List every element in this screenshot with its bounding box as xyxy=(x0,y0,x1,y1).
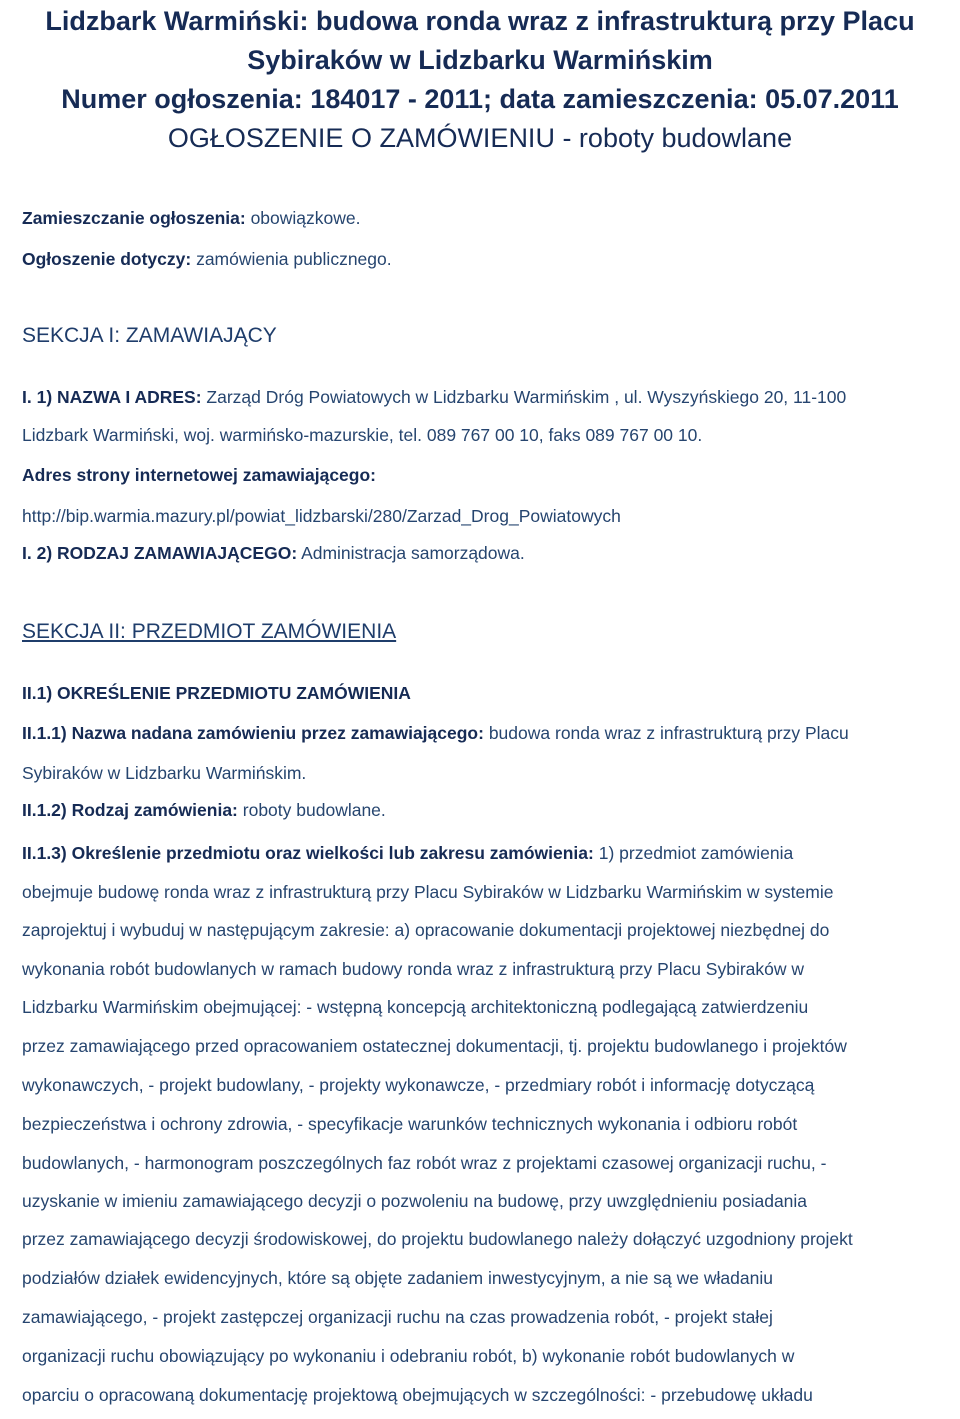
item-3-line: podziałów działek ewidencyjnych, które są objęte zadaniem inwestycyjnym, a nie są we władaniu xyxy=(22,1268,773,1288)
document-body xyxy=(22,0,954,1419)
placement-row xyxy=(22,208,360,229)
website-link[interactable]: http://bip.warmia.mazury.pl/powiat_lidzbarski/280/Zarzad_Drog_Powiatowych xyxy=(22,506,621,526)
section-2-subtitle-text: II.1) OKREŚLENIE PRZEDMIOTU ZAMÓWIENIA xyxy=(22,683,411,703)
item-3-value: 1) przedmiot zamówienia xyxy=(598,843,794,863)
item-3-line: bezpieczeństwa i ochrony zdrowia, - specyfikacje warunków technicznych wykonania i odbioru robót xyxy=(22,1114,798,1134)
section-1-title: SEKCJA I: ZAMAWIAJĄCY xyxy=(22,324,277,347)
item-3-line: przez zamawiającego przed opracowaniem ostatecznej dokumentacji, tj. projektu budowlanego i projektów xyxy=(22,1036,847,1056)
item-3-line: zamawiającego, - projekt zastępczej organizacji ruchu na czas prowadzenia robót, - projekt stałej xyxy=(22,1307,773,1327)
website-label-text: Adres strony internetowej zamawiającego: xyxy=(22,465,376,485)
concerns-row xyxy=(22,249,392,270)
website-label xyxy=(22,465,376,486)
title-line-1: Lidzbark Warmiński: budowa ronda wraz z infrastrukturą przy Placu xyxy=(45,6,915,36)
item-3-line: wykonania robót budowlanych w ramach budowy ronda wraz z infrastrukturą przy Placu Sybiraków w xyxy=(22,959,805,979)
contracting-type-row xyxy=(22,543,525,564)
item-1-row xyxy=(22,723,849,744)
placement-label: Zamieszczanie ogłoszenia: xyxy=(22,208,246,228)
item-3-line: organizacji ruchu obowiązujący po wykonaniu i odebraniu robót, b) wykonanie robót budowlanych w xyxy=(22,1346,795,1366)
name-address-value: Zarząd Dróg Powiatowych w Lidzbarku Warmińskim , ul. Wyszyńskiego 20, 11-100 xyxy=(206,387,847,407)
item-3-line: uzyskanie w imieniu zamawiającego decyzji o pozwoleniu na budowę, przy uwzględnieniu posiadania xyxy=(22,1191,808,1211)
placement-value: obowiązkowe. xyxy=(250,208,361,228)
item-1-label: II.1.1) Nazwa nadana zamówieniu przez zamawiającego: xyxy=(22,723,484,743)
item-3-line: Lidzbarku Warmińskim obejmującej: - wstępną koncepcją architektoniczną podlegającą zatwierdzeniu xyxy=(22,997,809,1017)
concerns-label: Ogłoszenie dotyczy: xyxy=(22,249,192,269)
title-line-3: Numer ogłoszenia: 184017 - 2011; data zamieszczenia: 05.07.2011 xyxy=(61,84,899,114)
item-2-value: roboty budowlane. xyxy=(242,800,386,820)
name-address-row-2: Lidzbark Warmiński, woj. warmińsko-mazurskie, tel. 089 767 00 10, faks 089 767 00 10. xyxy=(22,425,703,445)
item-3-line: przez zamawiającego decyzji środowiskowej, do projektu budowlanego należy dołączyć uzgodniony projekt xyxy=(22,1229,853,1249)
item-1-value: budowa ronda wraz z infrastrukturą przy Placu xyxy=(488,723,849,743)
item-3-label: II.1.3) Określenie przedmiotu oraz wielkości lub zakresu zamówienia: xyxy=(22,843,594,863)
section-2-title: SEKCJA II: PRZEDMIOT ZAMÓWIENIA xyxy=(22,620,397,643)
name-address-label: I. 1) NAZWA I ADRES: xyxy=(22,387,202,407)
title-line-2: Sybiraków w Lidzbarku Warmińskim xyxy=(247,45,713,75)
contracting-type-label: I. 2) RODZAJ ZAMAWIAJĄCEGO: xyxy=(22,543,298,563)
item-3-line: obejmuje budowę ronda wraz z infrastrukturą przy Placu Sybiraków w Lidzbarku Warmińskim w systemie xyxy=(22,882,834,902)
item-3-line: zaprojektuj i wybuduj w następującym zakresie: a) opracowanie dokumentacji projektowej niezbędnej do xyxy=(22,920,830,940)
item-2-row xyxy=(22,800,386,821)
item-3-line: budowlanych, - harmonogram poszczególnych faz robót wraz z projektami czasowej organizacji ruchu, - xyxy=(22,1153,827,1173)
item-3-row xyxy=(22,843,793,864)
contracting-type-value: Administracja samorządowa. xyxy=(301,543,525,563)
name-address-row xyxy=(22,387,846,408)
item-1-row-2: Sybiraków w Lidzbarku Warmińskim. xyxy=(22,763,307,783)
concerns-value: zamówienia publicznego. xyxy=(196,249,392,269)
section-2-subtitle xyxy=(22,683,411,704)
item-3-line: oparciu o opracowaną dokumentację projektową obejmujących w szczególności: - przebudowę układu xyxy=(22,1385,813,1405)
item-2-label: II.1.2) Rodzaj zamówienia: xyxy=(22,800,238,820)
notice-type-subtitle: OGŁOSZENIE O ZAMÓWIENIU - roboty budowlane xyxy=(167,123,793,153)
item-3-line: wykonawczych, - projekt budowlany, - projekty wykonawcze, - przedmiary robót i informację dotyczącą xyxy=(22,1075,815,1095)
